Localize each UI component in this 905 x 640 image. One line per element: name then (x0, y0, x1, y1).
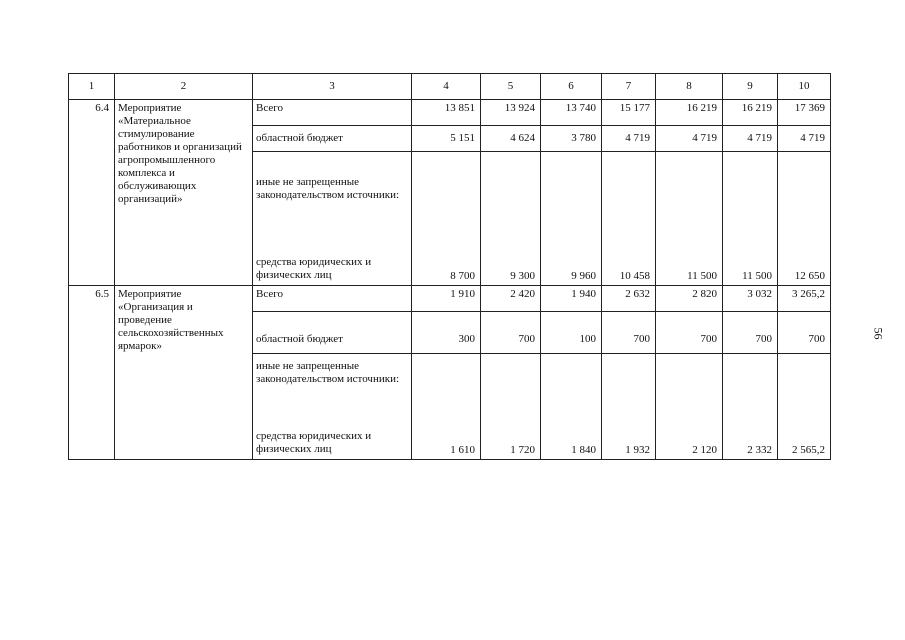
value-cell: 13 851 (412, 100, 481, 126)
value-cell: 1 910 (412, 286, 481, 312)
value-cell: 5 151 (412, 126, 481, 152)
header-cell: 2 (115, 74, 253, 100)
value-cell: 13 924 (481, 100, 541, 126)
value-cell: 16 219 (723, 100, 778, 126)
header-cell: 5 (481, 74, 541, 100)
value-cell: 2 565,2 (778, 354, 831, 460)
row-label: средства юридических и физических лиц (256, 430, 372, 455)
value-cell: 2 420 (481, 286, 541, 312)
row-label: областной бюджет (253, 126, 412, 152)
value-cell: 10 458 (602, 152, 656, 286)
table-row (69, 286, 831, 312)
table-row (69, 100, 831, 126)
value-cell: 4 719 (778, 126, 831, 152)
header-cell: 9 (723, 74, 778, 100)
value-cell: 11 500 (723, 152, 778, 286)
value-cell: 13 740 (541, 100, 602, 126)
header-cell: 10 (778, 74, 831, 100)
row-label: Всего (253, 100, 412, 126)
row-label: иные не запрещенные законодательством источники: (256, 360, 400, 385)
value-cell: 1 932 (602, 354, 656, 460)
sources-cell (253, 152, 412, 286)
header-row (69, 74, 831, 100)
row-label: областной бюджет (253, 312, 412, 354)
item-name: Мероприятие «Организация и проведение сельскохозяйственных ярмарок» (115, 286, 253, 460)
value-cell: 4 719 (602, 126, 656, 152)
value-cell: 8 700 (412, 152, 481, 286)
header-cell: 1 (69, 74, 115, 100)
value-cell: 700 (481, 312, 541, 354)
value-cell: 3 032 (723, 286, 778, 312)
value-cell: 2 632 (602, 286, 656, 312)
value-cell: 1 940 (541, 286, 602, 312)
value-cell: 1 840 (541, 354, 602, 460)
value-cell: 2 120 (656, 354, 723, 460)
row-label: Всего (253, 286, 412, 312)
value-cell: 15 177 (602, 100, 656, 126)
item-number: 6.5 (69, 286, 115, 460)
header-cell: 7 (602, 74, 656, 100)
value-cell: 700 (656, 312, 723, 354)
page-number: 56 (871, 327, 886, 340)
row-label: иные не запрещенные законодательством источники: (256, 176, 400, 201)
value-cell: 300 (412, 312, 481, 354)
budget-table (68, 73, 831, 460)
value-cell: 1 610 (412, 354, 481, 460)
value-cell: 9 960 (541, 152, 602, 286)
value-cell: 3 265,2 (778, 286, 831, 312)
item-name: Мероприятие «Материальное стимулирование работников и организаций агропромышленного комплекса и обслуживающих организаций» (115, 100, 253, 286)
value-cell: 12 650 (778, 152, 831, 286)
value-cell: 100 (541, 312, 602, 354)
value-cell: 1 720 (481, 354, 541, 460)
item-number: 6.4 (69, 100, 115, 286)
value-cell: 9 300 (481, 152, 541, 286)
value-cell: 2 332 (723, 354, 778, 460)
value-cell: 4 719 (723, 126, 778, 152)
value-cell: 4 624 (481, 126, 541, 152)
header-cell: 6 (541, 74, 602, 100)
value-cell: 700 (723, 312, 778, 354)
header-cell: 4 (412, 74, 481, 100)
value-cell: 16 219 (656, 100, 723, 126)
header-cell: 3 (253, 74, 412, 100)
value-cell: 4 719 (656, 126, 723, 152)
value-cell: 11 500 (656, 152, 723, 286)
header-cell: 8 (656, 74, 723, 100)
value-cell: 700 (778, 312, 831, 354)
row-label: средства юридических и физических лиц (256, 256, 372, 281)
value-cell: 2 820 (656, 286, 723, 312)
sources-cell (253, 354, 412, 460)
value-cell: 700 (602, 312, 656, 354)
value-cell: 17 369 (778, 100, 831, 126)
value-cell: 3 780 (541, 126, 602, 152)
